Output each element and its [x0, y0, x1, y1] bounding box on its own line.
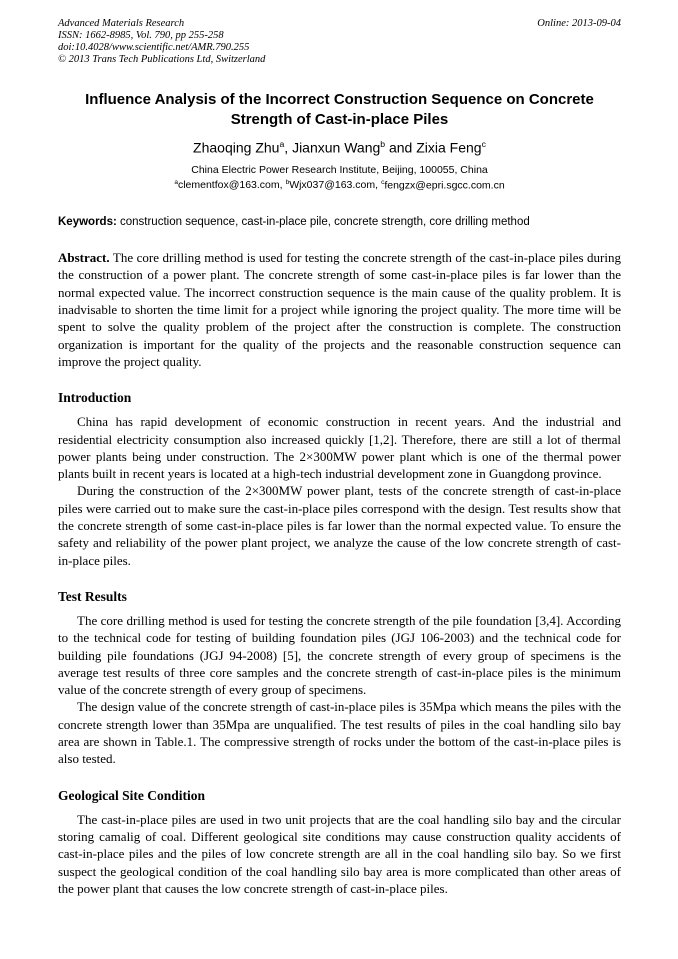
abstract-label: Abstract.	[58, 250, 110, 266]
body-paragraph: The design value of the concrete strength of cast-in-place piles is 35Mpa which means the piles with the concrete strength lower than 35Mpa are unqualified. The test results of piles in the coal handling silo bay area are shown in Table.1. The compressive strength of rocks under the bottom of the cast-in-place piles is also tested.	[58, 699, 621, 767]
body-paragraph: China has rapid development of economic construction in recent years. And the industrial and residential electricity consumption also increased quickly [1,2]. Therefore, there are still a lot of thermal power plants being under construction. The 2×300MW power plant which is one of the thermal power plants built in recent years is located at a high-tech industrial development zone in Guangdong province.	[58, 414, 621, 482]
keywords-text: construction sequence, cast-in-place pile, concrete strength, core drilling method	[116, 216, 530, 229]
author-affiliation-mark: b	[380, 139, 386, 150]
section-introduction	[58, 390, 621, 569]
abstract-paragraph	[58, 249, 621, 370]
email-affiliation-mark: c	[381, 178, 385, 186]
journal-name: Advanced Materials Research	[58, 18, 185, 29]
author-email: fengzx@epri.sgcc.com.cn	[384, 179, 505, 192]
paper-title: Influence Analysis of the Incorrect Construction Sequence on Concrete Strength of Cast-in-place Piles	[85, 91, 594, 129]
keywords-line	[58, 215, 621, 230]
author-name: Zixia Feng	[416, 139, 482, 156]
email-affiliation-mark: b	[285, 178, 290, 186]
author-line	[58, 139, 621, 156]
email-affiliation-mark: a	[174, 178, 178, 186]
author-separator: ,	[284, 139, 293, 156]
body-paragraph: The core drilling method is used for testing the concrete strength of the pile foundation [3,4]. According to the technical code for testing of building foundation piles (JGJ 106-2003) and the technical code for building pile foundations (JGJ 94-2008) [5], the concrete strength of every group of specimens is the average test results of three core samples and the concrete strength of cast-in-place piles is the minimum value of the concrete strength of every group of specimens.	[58, 613, 621, 698]
section-geological-site-condition	[58, 788, 621, 898]
author-name: Zhaoqing Zhu	[193, 139, 280, 156]
author-name: Jianxun Wang	[292, 139, 381, 156]
section-heading: Introduction	[58, 390, 132, 406]
author-affiliation-mark: a	[279, 139, 285, 150]
author-separator: and	[385, 139, 417, 156]
section-heading: Test Results	[58, 588, 127, 604]
body-paragraph: The cast-in-place piles are used in two unit projects that are the coal handling silo bay and the circular storing camalig of coal. Different geological site conditions may cause construction quality accidents of cast-in-place piles and the piles of low concrete strength are all in the coal handling silo bay. So we first suspect the geological condition of the coal handling silo bay area is more complicated than other areas of the power plant that causes the low concrete strength of cast-in-place piles.	[58, 811, 621, 896]
section-heading: Geological Site Condition	[58, 787, 206, 803]
journal-issn-volume: ISSN: 1662-8985, Vol. 790, pp 255-258	[58, 29, 224, 41]
affiliation-line: China Electric Power Research Institute, Beijing, 100055, China	[191, 164, 488, 177]
abstract-text: The core drilling method is used for testing the concrete strength of the cast-in-place piles during the construction of a power plant. The concrete strength of some cast-in-place piles is far lower than the normal expected value. The incorrect construction sequence is the main cause of the quality problem. It is inadvisable to shorten the time limit for a project while ignoring the project quality. The more time will be spent to solve the quality problem of the project after the construction is complete. The construction organization is important for the quality of the projects and the reasonable construction sequence can improve the project quality.	[58, 250, 621, 369]
journal-doi: doi:10.4028/www.scientific.net/AMR.790.255	[58, 41, 250, 53]
keywords-label: Keywords:	[58, 216, 117, 229]
author-email: Wjx037@163.com,	[289, 179, 379, 192]
section-test-results	[58, 589, 621, 768]
online-date: Online: 2013-09-04	[537, 18, 621, 29]
author-affiliation-mark: c	[481, 139, 486, 150]
body-paragraph: During the construction of the 2×300MW power plant, tests of the concrete strength of cast-in-place piles were carried out to make sure the cast-in-place piles correspond with the design. Test results show that the concrete strength of some cast-in-place piles is far lower than the normal expected value. To ensure the safety and reliability of the power plant project, we analyze the cause of the low concrete strength of cast-in-place piles.	[58, 483, 621, 568]
email-line	[58, 179, 621, 193]
author-email: clementfox@163.com,	[177, 179, 283, 192]
journal-copyright: © 2013 Trans Tech Publications Ltd, Switzerland	[58, 53, 266, 65]
journal-header-left	[58, 18, 265, 65]
journal-header	[58, 18, 621, 65]
